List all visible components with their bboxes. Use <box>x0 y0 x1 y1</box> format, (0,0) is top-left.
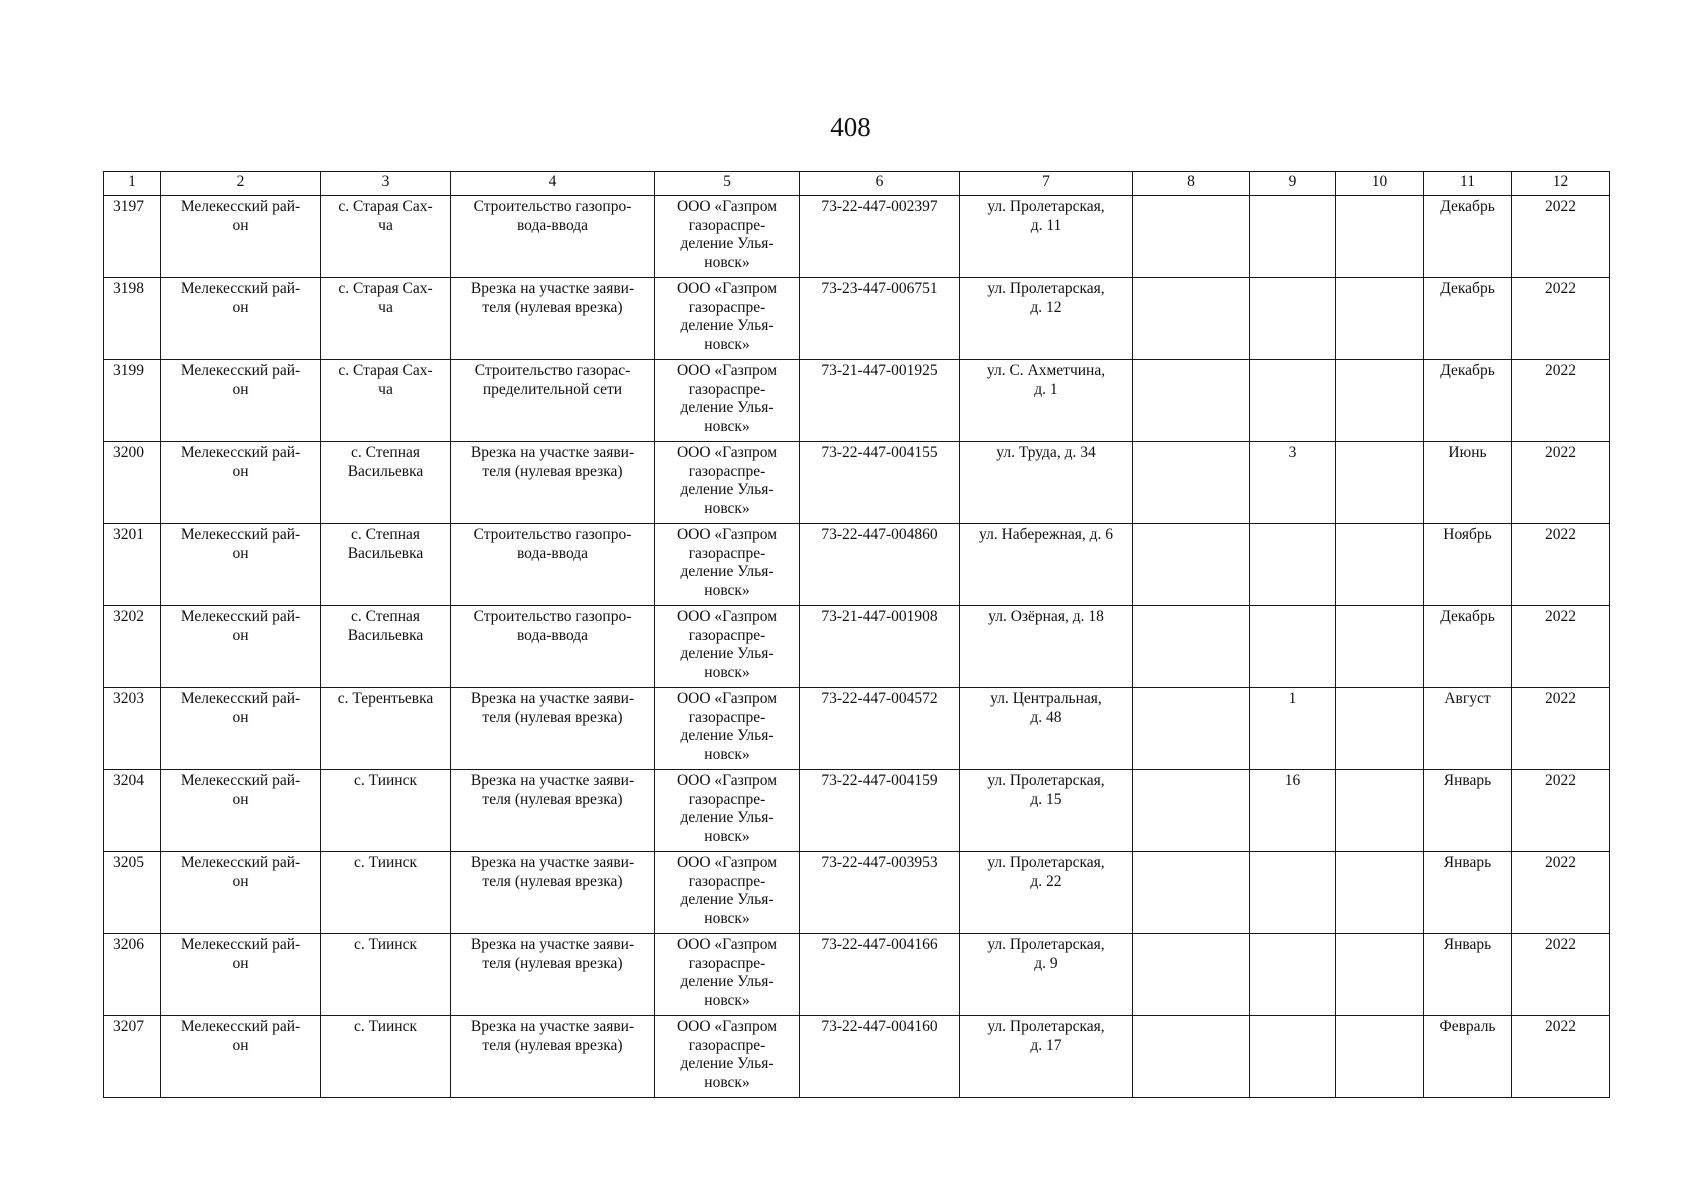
column-header: 6 <box>800 172 960 196</box>
row-number-cell: 3204 <box>104 770 161 852</box>
district-cell: Мелекесский рай- он <box>161 606 321 688</box>
column-header: 3 <box>321 172 451 196</box>
row-number-cell: 3201 <box>104 524 161 606</box>
col10-cell <box>1336 606 1424 688</box>
table-row <box>104 278 1610 360</box>
settlement-cell: с. Старая Сах- ча <box>321 278 451 360</box>
address-cell: ул. Труда, д. 34 <box>960 442 1133 524</box>
work-type-cell: Врезка на участке заяви- теля (нулевая врезка) <box>451 278 655 360</box>
district-cell: Мелекесский рай- он <box>161 934 321 1016</box>
month-cell: Июнь <box>1424 442 1512 524</box>
column-header: 8 <box>1133 172 1250 196</box>
table-row <box>104 852 1610 934</box>
settlement-cell: с. Терентьевка <box>321 688 451 770</box>
column-header: 7 <box>960 172 1133 196</box>
district-cell: Мелекесский рай- он <box>161 524 321 606</box>
column-header: 1 <box>104 172 161 196</box>
district-cell: Мелекесский рай- он <box>161 196 321 278</box>
work-type-cell: Врезка на участке заяви- теля (нулевая врезка) <box>451 1016 655 1098</box>
row-number-cell: 3197 <box>104 196 161 278</box>
district-cell: Мелекесский рай- он <box>161 278 321 360</box>
col8-cell <box>1133 770 1250 852</box>
code-cell: 73-22-447-004572 <box>800 688 960 770</box>
district-cell: Мелекесский рай- он <box>161 770 321 852</box>
work-type-cell: Строительство газорас- пределительной сети <box>451 360 655 442</box>
col9-cell <box>1250 360 1336 442</box>
col10-cell <box>1336 852 1424 934</box>
organization-cell: ООО «Газпром газораспре- деление Улья- новск» <box>655 852 800 934</box>
year-cell: 2022 <box>1512 606 1610 688</box>
organization-cell: ООО «Газпром газораспре- деление Улья- новск» <box>655 934 800 1016</box>
row-number-cell: 3207 <box>104 1016 161 1098</box>
code-cell: 73-23-447-006751 <box>800 278 960 360</box>
organization-cell: ООО «Газпром газораспре- деление Улья- новск» <box>655 196 800 278</box>
district-cell: Мелекесский рай- он <box>161 1016 321 1098</box>
row-number-cell: 3199 <box>104 360 161 442</box>
col8-cell <box>1133 852 1250 934</box>
district-cell: Мелекесский рай- он <box>161 360 321 442</box>
district-cell: Мелекесский рай- он <box>161 442 321 524</box>
settlement-cell: с. Тиинск <box>321 934 451 1016</box>
address-cell: ул. Пролетарская, д. 11 <box>960 196 1133 278</box>
organization-cell: ООО «Газпром газораспре- деление Улья- новск» <box>655 360 800 442</box>
row-number-cell: 3198 <box>104 278 161 360</box>
column-header: 9 <box>1250 172 1336 196</box>
organization-cell: ООО «Газпром газораспре- деление Улья- новск» <box>655 1016 800 1098</box>
col9-cell: 1 <box>1250 688 1336 770</box>
year-cell: 2022 <box>1512 688 1610 770</box>
col10-cell <box>1336 770 1424 852</box>
work-type-cell: Строительство газопро- вода-ввода <box>451 606 655 688</box>
settlement-cell: с. Тиинск <box>321 770 451 852</box>
code-cell: 73-21-447-001925 <box>800 360 960 442</box>
address-cell: ул. Набережная, д. 6 <box>960 524 1133 606</box>
month-cell: Январь <box>1424 934 1512 1016</box>
organization-cell: ООО «Газпром газораспре- деление Улья- новск» <box>655 606 800 688</box>
settlement-cell: с. Степная Васильевка <box>321 442 451 524</box>
district-cell: Мелекесский рай- он <box>161 688 321 770</box>
address-cell: ул. С. Ахметчина, д. 1 <box>960 360 1133 442</box>
col9-cell: 3 <box>1250 442 1336 524</box>
col8-cell <box>1133 278 1250 360</box>
work-type-cell: Строительство газопро- вода-ввода <box>451 524 655 606</box>
data-table <box>103 171 1610 1098</box>
table-row <box>104 1016 1610 1098</box>
table-row <box>104 524 1610 606</box>
work-type-cell: Врезка на участке заяви- теля (нулевая врезка) <box>451 442 655 524</box>
code-cell: 73-22-447-004159 <box>800 770 960 852</box>
table-row <box>104 606 1610 688</box>
col9-cell: 16 <box>1250 770 1336 852</box>
col8-cell <box>1133 606 1250 688</box>
col10-cell <box>1336 1016 1424 1098</box>
address-cell: ул. Пролетарская, д. 22 <box>960 852 1133 934</box>
code-cell: 73-22-447-004166 <box>800 934 960 1016</box>
table-row <box>104 442 1610 524</box>
page-number: 408 <box>830 112 871 142</box>
organization-cell: ООО «Газпром газораспре- деление Улья- новск» <box>655 770 800 852</box>
work-type-cell: Врезка на участке заяви- теля (нулевая врезка) <box>451 688 655 770</box>
col9-cell <box>1250 852 1336 934</box>
month-cell: Январь <box>1424 770 1512 852</box>
row-number-cell: 3200 <box>104 442 161 524</box>
table-header-row <box>104 172 1610 196</box>
code-cell: 73-22-447-004160 <box>800 1016 960 1098</box>
settlement-cell: с. Тиинск <box>321 1016 451 1098</box>
settlement-cell: с. Степная Васильевка <box>321 606 451 688</box>
code-cell: 73-21-447-001908 <box>800 606 960 688</box>
table-body <box>104 196 1610 1098</box>
work-type-cell: Врезка на участке заяви- теля (нулевая врезка) <box>451 934 655 1016</box>
code-cell: 73-22-447-004860 <box>800 524 960 606</box>
column-header: 10 <box>1336 172 1424 196</box>
col10-cell <box>1336 196 1424 278</box>
year-cell: 2022 <box>1512 360 1610 442</box>
col10-cell <box>1336 360 1424 442</box>
col9-cell <box>1250 196 1336 278</box>
month-cell: Декабрь <box>1424 360 1512 442</box>
column-header: 5 <box>655 172 800 196</box>
col8-cell <box>1133 1016 1250 1098</box>
column-header: 2 <box>161 172 321 196</box>
organization-cell: ООО «Газпром газораспре- деление Улья- новск» <box>655 278 800 360</box>
col8-cell <box>1133 196 1250 278</box>
year-cell: 2022 <box>1512 196 1610 278</box>
col10-cell <box>1336 278 1424 360</box>
month-cell: Ноябрь <box>1424 524 1512 606</box>
year-cell: 2022 <box>1512 770 1610 852</box>
year-cell: 2022 <box>1512 934 1610 1016</box>
organization-cell: ООО «Газпром газораспре- деление Улья- новск» <box>655 442 800 524</box>
settlement-cell: с. Степная Васильевка <box>321 524 451 606</box>
year-cell: 2022 <box>1512 852 1610 934</box>
organization-cell: ООО «Газпром газораспре- деление Улья- новск» <box>655 524 800 606</box>
column-header: 12 <box>1512 172 1610 196</box>
work-type-cell: Врезка на участке заяви- теля (нулевая врезка) <box>451 770 655 852</box>
col8-cell <box>1133 688 1250 770</box>
month-cell: Декабрь <box>1424 606 1512 688</box>
address-cell: ул. Озёрная, д. 18 <box>960 606 1133 688</box>
month-cell: Февраль <box>1424 1016 1512 1098</box>
month-cell: Январь <box>1424 852 1512 934</box>
col9-cell <box>1250 1016 1336 1098</box>
table-row <box>104 770 1610 852</box>
year-cell: 2022 <box>1512 442 1610 524</box>
table-row <box>104 934 1610 1016</box>
col8-cell <box>1133 442 1250 524</box>
table-row <box>104 196 1610 278</box>
year-cell: 2022 <box>1512 524 1610 606</box>
col9-cell <box>1250 934 1336 1016</box>
settlement-cell: с. Старая Сах- ча <box>321 360 451 442</box>
col9-cell <box>1250 524 1336 606</box>
month-cell: Декабрь <box>1424 196 1512 278</box>
row-number-cell: 3205 <box>104 852 161 934</box>
col9-cell <box>1250 278 1336 360</box>
table-row <box>104 360 1610 442</box>
row-number-cell: 3206 <box>104 934 161 1016</box>
settlement-cell: с. Тиинск <box>321 852 451 934</box>
district-cell: Мелекесский рай- он <box>161 852 321 934</box>
table-row <box>104 688 1610 770</box>
settlement-cell: с. Старая Сах- ча <box>321 196 451 278</box>
month-cell: Декабрь <box>1424 278 1512 360</box>
col8-cell <box>1133 524 1250 606</box>
column-header: 11 <box>1424 172 1512 196</box>
work-type-cell: Врезка на участке заяви- теля (нулевая врезка) <box>451 852 655 934</box>
address-cell: ул. Центральная, д. 48 <box>960 688 1133 770</box>
year-cell: 2022 <box>1512 278 1610 360</box>
address-cell: ул. Пролетарская, д. 15 <box>960 770 1133 852</box>
code-cell: 73-22-447-002397 <box>800 196 960 278</box>
col10-cell <box>1336 524 1424 606</box>
col10-cell <box>1336 934 1424 1016</box>
month-cell: Август <box>1424 688 1512 770</box>
address-cell: ул. Пролетарская, д. 17 <box>960 1016 1133 1098</box>
organization-cell: ООО «Газпром газораспре- деление Улья- новск» <box>655 688 800 770</box>
col10-cell <box>1336 688 1424 770</box>
year-cell: 2022 <box>1512 1016 1610 1098</box>
row-number-cell: 3202 <box>104 606 161 688</box>
column-header: 4 <box>451 172 655 196</box>
row-number-cell: 3203 <box>104 688 161 770</box>
code-cell: 73-22-447-003953 <box>800 852 960 934</box>
code-cell: 73-22-447-004155 <box>800 442 960 524</box>
address-cell: ул. Пролетарская, д. 9 <box>960 934 1133 1016</box>
col8-cell <box>1133 934 1250 1016</box>
work-type-cell: Строительство газопро- вода-ввода <box>451 196 655 278</box>
col8-cell <box>1133 360 1250 442</box>
col9-cell <box>1250 606 1336 688</box>
col10-cell <box>1336 442 1424 524</box>
address-cell: ул. Пролетарская, д. 12 <box>960 278 1133 360</box>
